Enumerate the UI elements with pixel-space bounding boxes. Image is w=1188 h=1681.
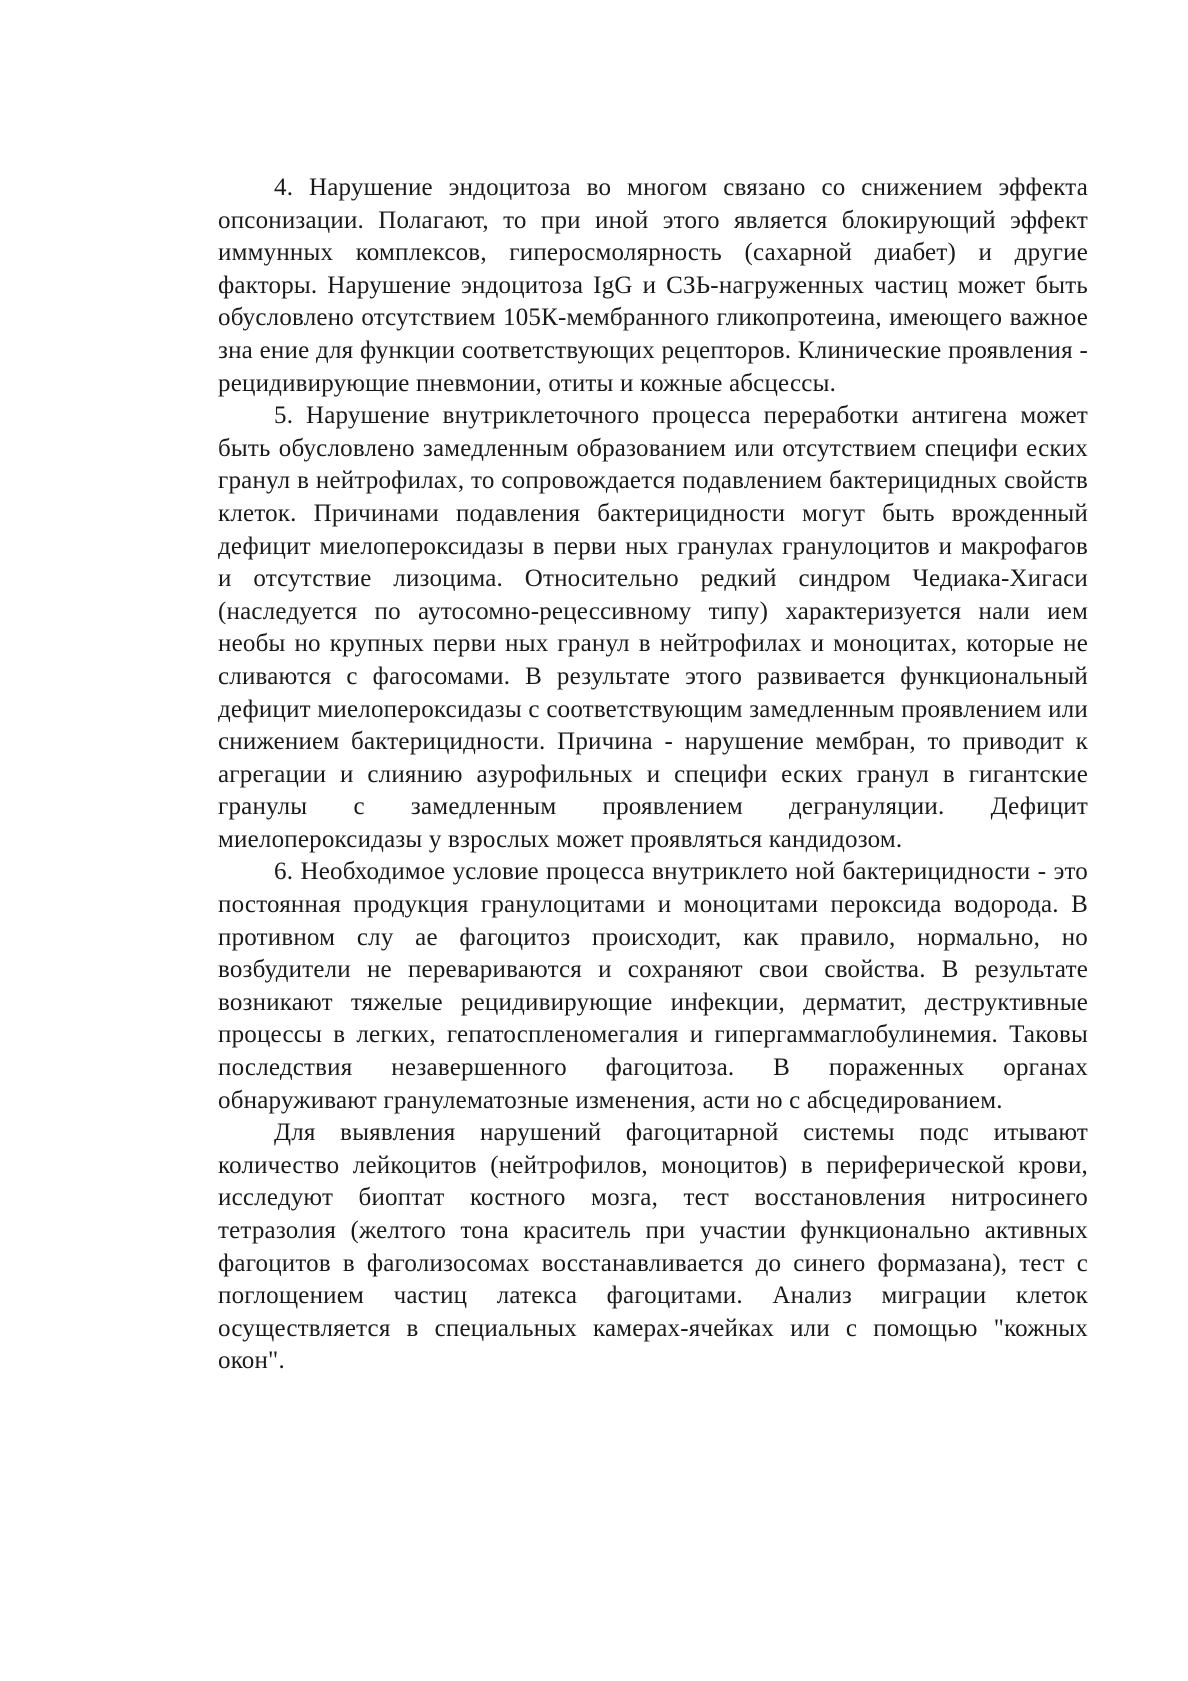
- document-body: [218, 172, 1088, 1378]
- paragraph-item-6: 6. Необходимое условие процесса внутриклето ной бактерицидности - это постоянная продукция гранулоцитами и моноцитами пероксида водорода. В противном слу ае фагоцитоз происходит, как правило, нормально, но возбудители не перевариваются и сохраняют свои свойства. В результате возникают тяжелые рецидивирующие инфекции, дерматит, деструктивные процессы в легких, гепатоспленомегалия и гипергаммаглобулинемия. Таковы последствия незавершенного фагоцитоза. В пораженных органах обнаруживают гранулематозные изменения, асти но с абсцедированием.: [218, 858, 1088, 1114]
- paragraph-diagnostics: Для выявления нарушений фагоцитарной системы подс итывают количество лейкоцитов (нейтрофилов, моноцитов) в периферической крови, исследуют биоптат костного мозга, тест восстановления нитросинего тетразолия (желтого тона краситель при участии функционально активных фагоцитов в фаголизосомах восстанавливается до синего формазана), тест с поглощением частиц латекса фагоцитами. Анализ миграции клеток осуществляется в специальных камерах-ячейках или с помощью "кожных окон".: [218, 1119, 1088, 1375]
- paragraph-item-4: 4. Нарушение эндоцитоза во многом связано со снижением эффекта опсонизации. Полагают, то при иной этого является блокирующий эффект иммунных комплексов, гиперосмолярность (сахарной диабет) и другие факторы. Нарушение эндоцитоза IgG и СЗЬ-нагруженных частиц может быть обусловлено отсутствием 105К-мембранного гликопротеина, имеющего важное зна ение для функции соответствующих рецепторов. Клинические проявления - рецидивирующие пневмонии, отиты и кожные абсцессы.: [218, 174, 1088, 397]
- paragraph-item-5: 5. Нарушение внутриклеточного процесса переработки антигена может быть обусловлено замедленным образованием или отсутствием специфи еских гранул в нейтрофилах, то сопровождается подавлением бактерицидных свойств клеток. Причинами подавления бактерицидности могут быть врожденный дефицит миелопероксидазы в перви ных гранулах гранулоцитов и макрофагов и отсутствие лизоцима. Относительно редкий синдром Чедиака-Хигаси (наследуется по аутосомно-рецессивному типу) характеризуется нали ием необы но крупных перви ных гранул в нейтрофилах и моноцитах, которые не сливаются с фагосомами. В результате этого развивается функциональный дефицит миелопероксидазы с соответствующим замедленным проявлением или снижением бактерицидности. Причина - нарушение мембран, то приводит к агрегации и слиянию азурофильных и специфи еских гранул в гигантские гранулы с замедленным проявлением дегрануляции. Дефицит миелопероксидазы у взрослых может проявляться кандидозом.: [218, 402, 1088, 853]
